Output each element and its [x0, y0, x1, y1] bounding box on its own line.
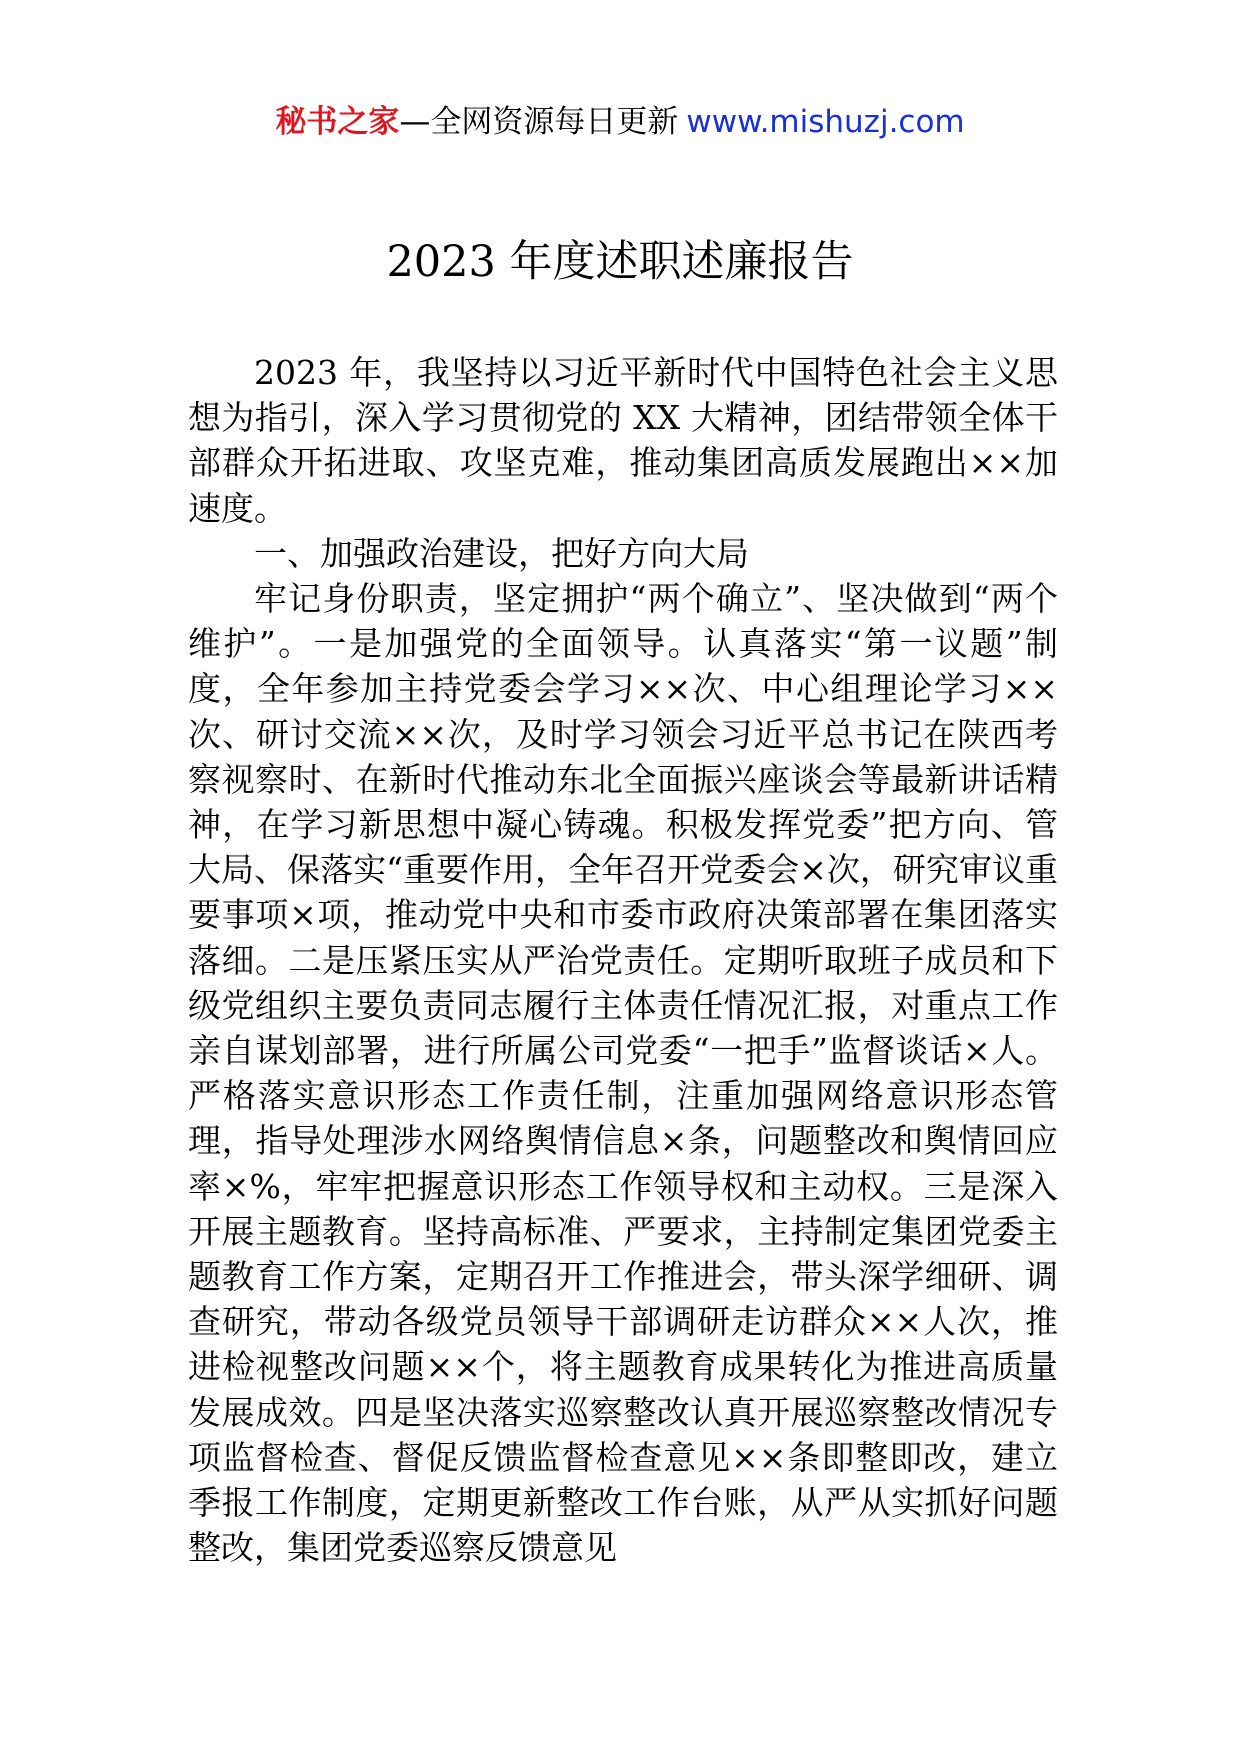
site-header — [0, 100, 1240, 144]
header-slogan: —全网资源每日更新 — [399, 104, 679, 140]
site-url-link[interactable]: www.mishuzj.com — [686, 104, 965, 140]
document-title: 2023 年度述职述廉报告 — [386, 237, 854, 287]
brand-name: 秘书之家 — [275, 104, 400, 140]
intro-paragraph: 2023 年，我坚持以习近平新时代中国特色社会主义思想为指引，深入学习贯彻党的 XX 大精神，团结带领全体干部群众开拓进取、攻坚克难，推动集团高质发展跑出××加速度。 — [188, 353, 1058, 528]
section-paragraph: 牢记身份职责，坚定拥护“两个确立”、坚决做到“两个维护”。一是加强党的全面领导。认真落实“第一议题”制度，全年参加主持党委会学习××次、中心组理论学习××次、研讨交流××次，及时学习领会习近平总书记在陕西考察视察时、在新时代推动东北全面振兴座谈会等最新讲话精神，在学习新思想中凝心铸魂。积极发挥党委”把方向、管大局、保落实“重要作用，全年召开党委会×次，研究审议重要事项×项，推动党中央和市委市政府决策部署在集团落实落细。二是压紧压实从严治党责任。定期听取班子成员和下级党组织主要负责同志履行主体责任情况汇报，对重点工作亲自谋划部署，进行所属公司党委“一把手”监督谈话×人。严格落实意识形态工作责任制，注重加强网络意识形态管理，指导处理涉水网络舆情信息×条，问题整改和舆情回应率×%，牢牢把握意识形态工作领导权和主动权。三是深入开展主题教育。坚持高标准、严要求，主持制定集团党委主题教育工作方案，定期召开工作推进会，带头深学细研、调查研究，带动各级党员领导干部调研走访群众××人次，推进检视整改问题××个，将主题教育成果转化为推进高质量发展成效。四是坚决落实巡察整改认真开展巡察整改情况专项监督检查、督促反馈监督检查意见××条即整即改，建立季报工作制度，定期更新整改工作台账，从严从实抓好问题整改，集团党委巡察反馈意见 — [188, 579, 1058, 1568]
document-body — [188, 350, 1058, 1570]
section-heading: 一、加强政治建设，把好方向大局 — [254, 533, 749, 573]
